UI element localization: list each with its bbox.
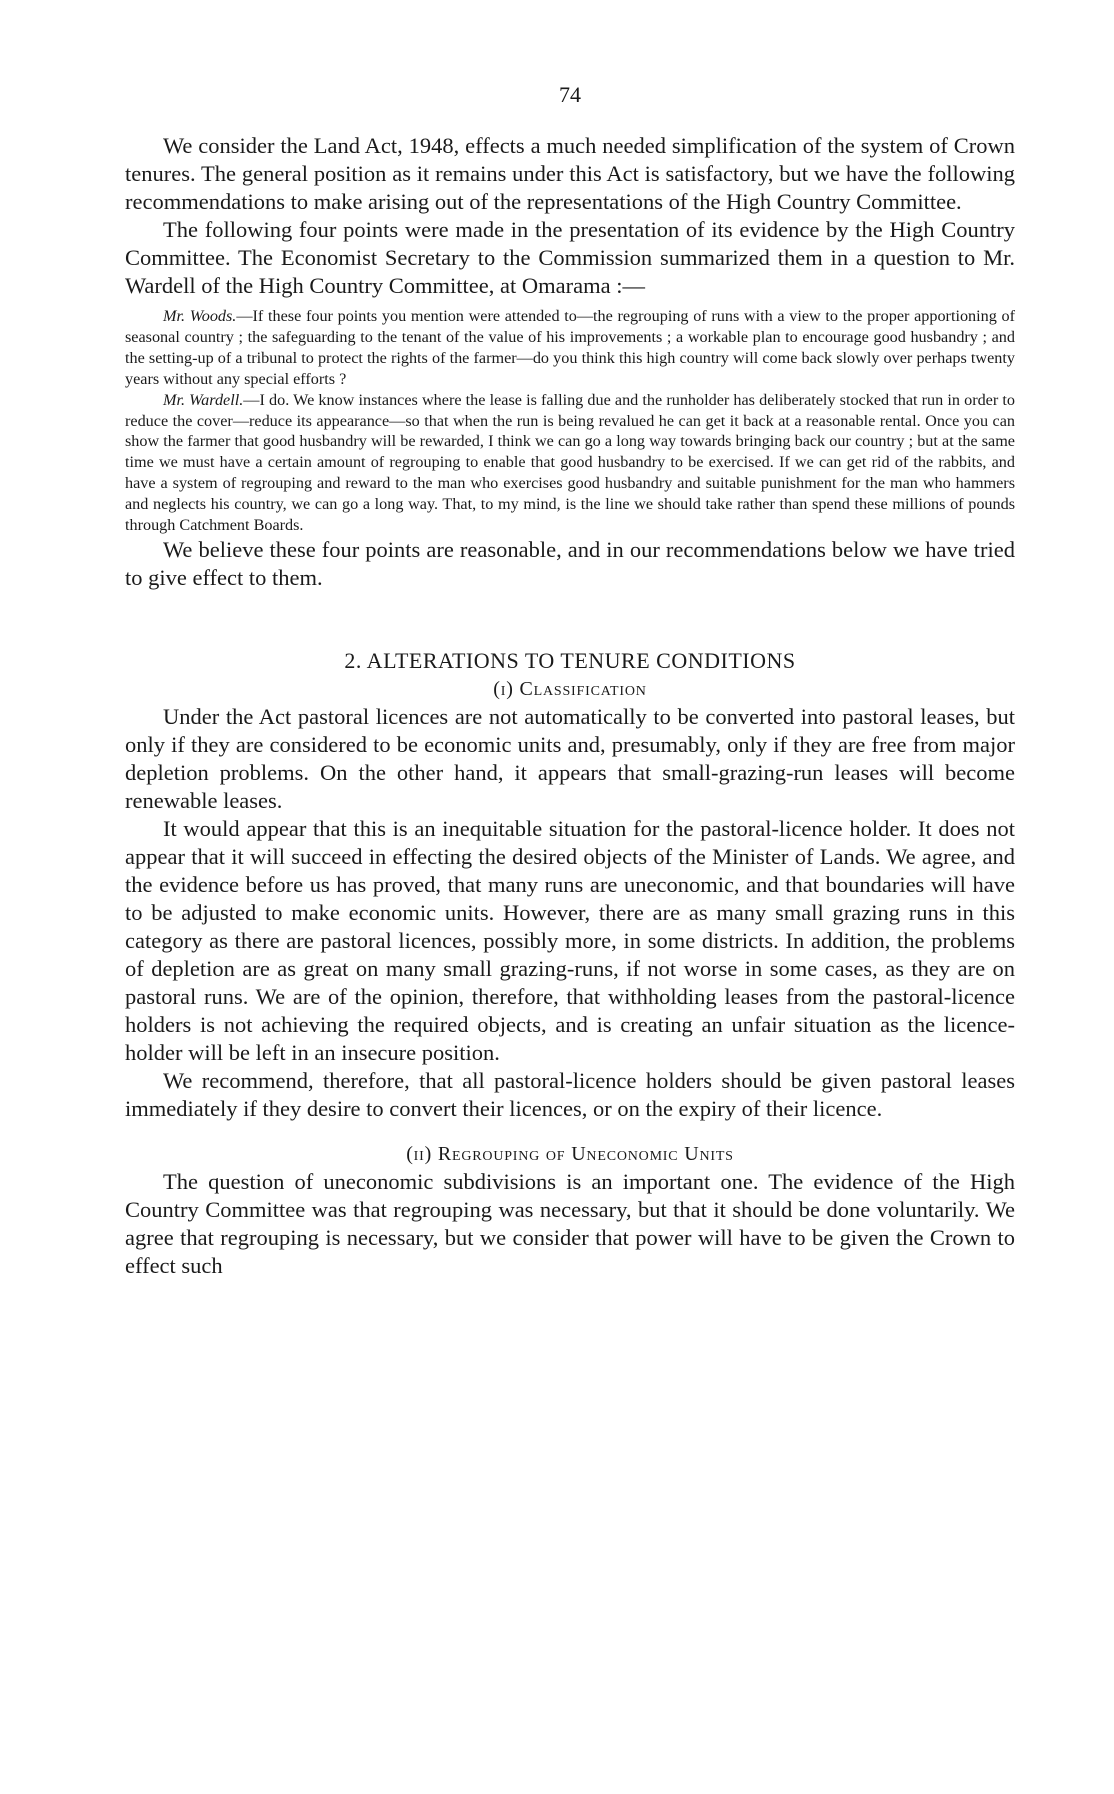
quote-speaker: Mr. Woods. [163, 307, 237, 325]
evidence-quote [125, 306, 1015, 536]
quote-paragraph [125, 306, 1015, 390]
section-paragraph: We recommend, therefore, that all pastoral-licence holders should be given pastoral leases immediately if they desire to convert their licences, or on the expiry of their licence. [125, 1067, 1015, 1121]
document-page [125, 82, 1015, 1280]
section-paragraph: The question of uneconomic subdivisions is an important one. The evidence of the High Country Committee was that regrouping was necessary, but that it should be done voluntarily. We agree that regrouping is necessary, but we consider that power will have to be given the Crown to effect such [125, 1168, 1015, 1278]
section-heading: 2. ALTERATIONS TO TENURE CONDITIONS [344, 647, 796, 673]
page-number: 74 [559, 82, 581, 107]
quote-speaker: Mr. Wardell. [163, 390, 244, 409]
section-paragraph: Under the Act pastoral licences are not automatically to be converted into pastoral leases, but only if they are considered to be economic units and, presumably, only if they are free from major depletion problems. On the other hand, it appears that small-grazing-run leases will become renewable leases. [125, 703, 1015, 813]
subsection-heading: (ii) Regrouping of Uneconomic Units [406, 1142, 734, 1165]
section-paragraph: It would appear that this is an inequitable situation for the pastoral-licence holder. It does not appear that it will succeed in effecting the desired objects of the Minister of Lands. We agree, and the evidence before us has proved, that many runs are uneconomic, and that boundaries will have to be adjusted to make economic units. However, there are as many small grazing runs in this category as there are pastoral licences, possibly more, in some districts. In addition, the problems of depletion are as great on many small grazing-runs, if not worse in some cases, as they are on pastoral runs. We are of the opinion, therefore, that withholding leases from the pastoral-licence holders is not achieving the required objects, and is creating an unfair situation as the licence-holder will be left in an insecure position. [125, 815, 1015, 1065]
intro-paragraph: The following four points were made in the presentation of its evidence by the High Country Committee. The Economist Secretary to the Commission summarized them in a question to Mr. Wardell of the High Country Committee, at Omarama :— [125, 217, 1015, 298]
quote-paragraph [125, 390, 1015, 536]
after-quote-paragraph: We believe these four points are reasonable, and in our recommendations below we have tried to give effect to them. [125, 536, 1015, 590]
intro-paragraph: We consider the Land Act, 1948, effects a much needed simplification of the system of Crown tenures. The general position as it remains under this Act is satisfactory, but we have the following recommendations to make arising out of the representations of the High Country Committee. [125, 133, 1015, 214]
quote-text: —If these four points you mention were attended to—the regrouping of runs with a view to the proper apportioning of seasonal country ; the safeguarding to the tenant of the value of his improvements ; a workable plan to encourage good husbandry ; and the setting-up of a tribunal to protect the rights of the farmer—do you think this high country will come back slowly over perhaps twenty years without any special efforts ? [125, 307, 1015, 388]
quote-text: —I do. We know instances where the lease is falling due and the runholder has deliberately stocked that run in order to reduce the cover—reduce its appearance—so that when the run is being revalued he can get it back at a reasonable rental. Once you can show the farmer that good husbandry will be rewarded, I think we can go a long way towards bringing back our country ; but at the same time we must have a certain amount of regrouping to enable that good husbandry to be exercised. If we can get rid of the rabbits, and have a system of regrouping and reward to the man who exercises good husbandry and suitable punishment for the man who hammers and neglects his country, we can go a long way. That, to my mind, is the line we should take rather than spend these millions of pounds through Catchment Boards. [125, 390, 1015, 535]
subsection-heading: (i) Classification [493, 677, 647, 700]
